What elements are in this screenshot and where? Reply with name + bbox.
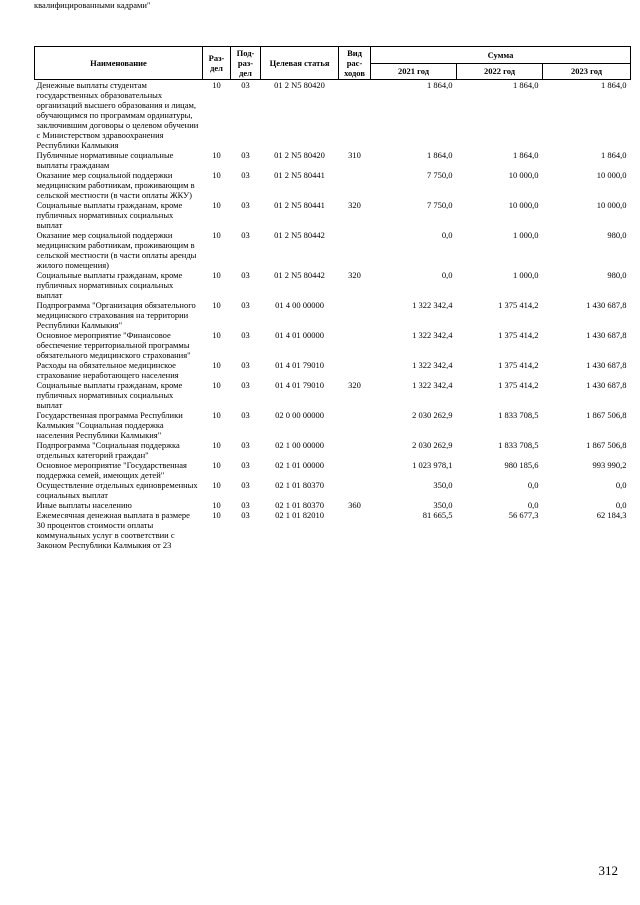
row-sum-2023: 0,0 [615,480,627,490]
table-row [35,270,631,300]
row-sum-2023: 993 990,2 [592,460,627,470]
row-sum-2023: 980,0 [607,230,627,240]
row-sum-2021: 0,0 [441,230,453,240]
row-podrazdel: 03 [241,360,250,370]
row-sum-2023: 980,0 [607,270,627,280]
row-sum-2023: 1 864,0 [601,80,627,90]
page-number: 312 [598,863,618,878]
table-row [35,300,631,330]
row-name: Расходы на обязательное медицинское страхование неработающего населения [36,360,179,380]
row-sum-2021: 350,0 [433,480,453,490]
row-sum-2023: 1 867 506,8 [586,440,627,450]
row-vid: 310 [348,150,361,160]
row-vid: 320 [348,270,361,280]
row-sum-2022: 1 375 414,2 [498,380,539,390]
header-razdel: Раз-дел [203,47,231,80]
row-celevaya: 02 1 01 00000 [275,460,324,470]
row-vid [339,80,371,151]
row-sum-2023: 62 184,3 [596,510,627,520]
row-razdel: 10 [212,410,221,420]
row-name: Оказание мер социальной поддержки медицинским работникам, проживающим в сельской местности (в части оплаты ЖКУ) [36,170,195,200]
table-row [35,480,631,500]
row-celevaya: 02 1 00 00000 [275,440,324,450]
header-year-2022: 2022 год [457,63,543,80]
row-sum-2022: 1 833 708,5 [498,440,539,450]
row-sum-2021: 2 030 262,9 [412,440,453,450]
budget-table [34,46,631,550]
row-vid [339,440,371,460]
table-row [35,380,631,410]
header-vid: Вид рас-ходов [339,47,371,80]
row-sum-2022: 10 000,0 [508,200,539,210]
row-razdel: 10 [212,300,221,310]
header-name: Наименование [35,47,203,80]
header-celevaya: Целевая статья [261,47,339,80]
row-razdel: 10 [212,230,221,240]
table-body [35,80,631,551]
row-vid: 320 [348,200,361,210]
row-sum-2022: 1 375 414,2 [498,360,539,370]
row-celevaya: 01 4 01 79010 [275,380,324,390]
row-podrazdel: 03 [241,150,250,160]
header-year-2021: 2021 год [371,63,457,80]
row-sum-2023: 1 867 506,8 [586,410,627,420]
row-sum-2021: 1 322 342,4 [412,360,453,370]
row-razdel: 10 [212,150,221,160]
row-celevaya: 01 2 N5 80442 [274,230,325,240]
row-sum-2023: 10 000,0 [596,200,627,210]
row-sum-2021: 7 750,0 [427,170,453,180]
row-sum-2021: 1 322 342,4 [412,380,453,390]
table-row [35,360,631,380]
row-name: Публичные нормативные социальные выплаты гражданам [36,150,174,170]
row-name: Иные выплаты населению [36,500,132,510]
row-sum-2023: 1 864,0 [601,150,627,160]
row-vid [339,230,371,270]
row-razdel: 10 [212,80,221,90]
row-sum-2022: 0,0 [527,500,539,510]
row-razdel: 10 [212,380,221,390]
row-razdel: 10 [212,360,221,370]
row-vid [339,330,371,360]
row-podrazdel: 03 [241,480,250,490]
row-sum-2021: 1 322 342,4 [412,330,453,340]
row-podrazdel: 03 [241,230,250,240]
row-sum-2021: 0,0 [441,270,453,280]
row-sum-2022: 1 833 708,5 [498,410,539,420]
row-celevaya: 01 4 00 00000 [275,300,324,310]
row-name: Денежные выплаты студентам государственных образовательных организаций высшего образования и лицам, обучающимся по программам ординатуры, заключившим договоры о целевом обучении с Министерством здравоохранения Республики Калмыкия [36,80,199,150]
row-razdel: 10 [212,510,221,520]
row-celevaya: 01 2 N5 80442 [274,270,325,280]
row-podrazdel: 03 [241,460,250,470]
header-year-2023: 2023 год [543,63,631,80]
row-celevaya: 01 2 N5 80420 [274,150,325,160]
row-sum-2021: 1 864,0 [427,80,453,90]
row-sum-2022: 1 375 414,2 [498,300,539,310]
row-podrazdel: 03 [241,200,250,210]
row-name: Основное мероприятие "Финансовое обеспечение территориальной программы обязательного медицинского страхования" [36,330,191,360]
row-celevaya: 02 1 01 82010 [275,510,324,520]
row-vid [339,510,371,550]
row-celevaya: 01 2 N5 80420 [274,80,325,90]
row-name: Осуществление отдельных единовременных социальных выплат [36,480,198,500]
row-celevaya: 01 2 N5 80441 [274,200,325,210]
row-celevaya: 02 1 01 80370 [275,480,324,490]
row-sum-2023: 0,0 [615,500,627,510]
row-razdel: 10 [212,200,221,210]
header-summa: Сумма [371,47,631,64]
row-name: Ежемесячная денежная выплата в размере 30 процентов стоимости оплаты коммунальных услуг в соответствии с Законом Республики Калмыкия от 23 [36,510,190,550]
table-row [35,500,631,510]
row-celevaya: 02 0 00 00000 [275,410,324,420]
row-vid [339,300,371,330]
row-sum-2022: 980 185,6 [504,460,539,470]
row-name: Подпрограмма "Социальная поддержка отдельных категорий граждан" [36,440,180,460]
row-podrazdel: 03 [241,510,250,520]
row-sum-2022: 1 864,0 [513,150,539,160]
row-sum-2022: 1 864,0 [513,80,539,90]
row-podrazdel: 03 [241,440,250,450]
row-vid [339,170,371,200]
row-razdel: 10 [212,460,221,470]
row-sum-2022: 0,0 [527,480,539,490]
header-podrazdel: Под-раз-дел [231,47,261,80]
table-row [35,440,631,460]
row-sum-2021: 350,0 [433,500,453,510]
table-header [35,47,631,80]
row-sum-2023: 10 000,0 [596,170,627,180]
row-razdel: 10 [212,440,221,450]
table-row [35,150,631,170]
row-sum-2022: 1 000,0 [513,270,539,280]
row-podrazdel: 03 [241,300,250,310]
row-name: Государственная программа Республики Калмыкия "Социальная поддержка населения Республики Калмыкия" [36,410,183,440]
row-vid [339,480,371,500]
row-podrazdel: 03 [241,500,250,510]
row-vid: 360 [348,500,361,510]
row-sum-2022: 10 000,0 [508,170,539,180]
row-podrazdel: 03 [241,410,250,420]
row-sum-2023: 1 430 687,8 [586,380,627,390]
row-sum-2021: 81 665,5 [422,510,453,520]
row-sum-2021: 1 322 342,4 [412,300,453,310]
row-name: Социальные выплаты гражданам, кроме публичных нормативных социальных выплат [36,380,183,410]
row-podrazdel: 03 [241,80,250,90]
row-podrazdel: 03 [241,380,250,390]
row-celevaya: 01 4 01 00000 [275,330,324,340]
row-podrazdel: 03 [241,270,250,280]
row-razdel: 10 [212,330,221,340]
row-vid [339,410,371,440]
row-celevaya: 01 4 01 79010 [275,360,324,370]
row-celevaya: 02 1 01 80370 [275,500,324,510]
table-row [35,510,631,550]
table-row [35,460,631,480]
row-razdel: 10 [212,270,221,280]
row-sum-2023: 1 430 687,8 [586,330,627,340]
table-row [35,200,631,230]
row-podrazdel: 03 [241,170,250,180]
row-sum-2021: 2 030 262,9 [412,410,453,420]
table-row [35,330,631,360]
row-name: Социальные выплаты гражданам, кроме публичных нормативных социальных выплат [36,270,183,300]
row-sum-2021: 7 750,0 [427,200,453,210]
row-razdel: 10 [212,480,221,490]
row-name: Социальные выплаты гражданам, кроме публичных нормативных социальных выплат [36,200,183,230]
continuation-line: квалифицированными кадрами" [34,0,151,10]
row-vid [339,360,371,380]
table-row [35,80,631,151]
row-sum-2021: 1 023 978,1 [412,460,453,470]
row-sum-2023: 1 430 687,8 [586,300,627,310]
table-row [35,170,631,200]
row-podrazdel: 03 [241,330,250,340]
row-sum-2022: 56 677,3 [508,510,539,520]
row-vid [339,460,371,480]
row-vid: 320 [348,380,361,390]
table-row [35,230,631,270]
row-sum-2022: 1 000,0 [513,230,539,240]
row-celevaya: 01 2 N5 80441 [274,170,325,180]
row-sum-2023: 1 430 687,8 [586,360,627,370]
row-sum-2021: 1 864,0 [427,150,453,160]
row-razdel: 10 [212,500,221,510]
row-razdel: 10 [212,170,221,180]
row-name: Подпрограмма "Организация обязательного медицинского страхования на территории Республики Калмыкия" [36,300,196,330]
row-name: Оказание мер социальной поддержки медицинским работникам, проживающим в сельской местности (в части оплаты аренды жилого помещения) [36,230,197,270]
row-name: Основное мероприятие "Государственная поддержка семей, имеющих детей" [36,460,187,480]
table-row [35,410,631,440]
row-sum-2022: 1 375 414,2 [498,330,539,340]
